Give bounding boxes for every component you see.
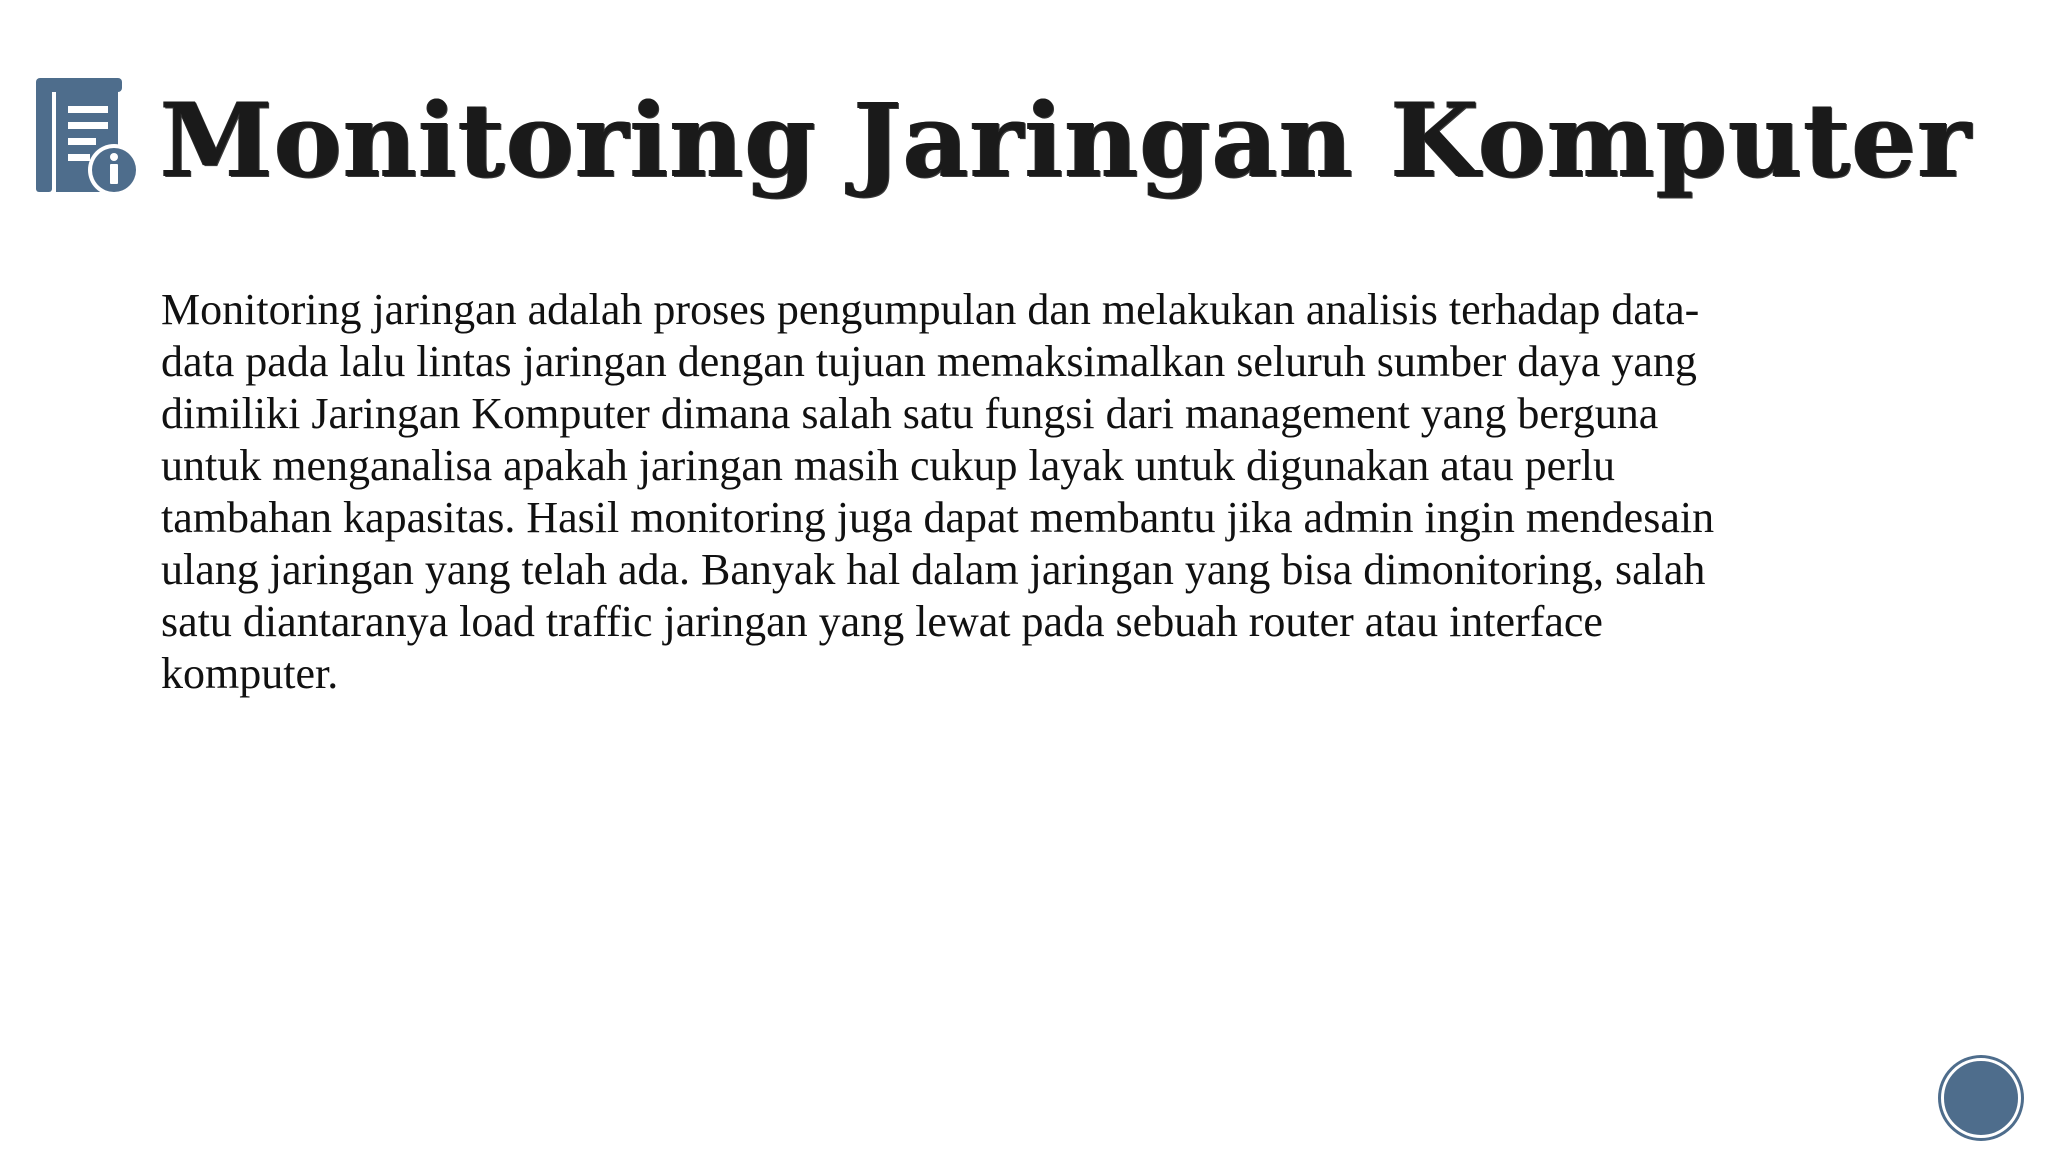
body-line: tambahan kapasitas. Hasil monitoring juga dapat membantu jika admin ingin mendesain bbox=[161, 493, 1715, 542]
body-line: komputer. bbox=[161, 649, 339, 698]
document-info-icon bbox=[34, 74, 142, 198]
body-line: untuk menganalisa apakah jaringan masih cukup layak untuk digunakan atau perlu bbox=[161, 441, 1615, 490]
body-paragraph bbox=[161, 284, 1891, 700]
body-line: satu diantaranya load traffic jaringan yang lewat pada sebuah router atau interface bbox=[161, 597, 1603, 646]
body-line: data pada lalu lintas jaringan dengan tujuan memaksimalkan seluruh sumber daya yang bbox=[161, 337, 1697, 386]
slide-title: Monitoring Jaringan Komputer bbox=[160, 81, 1973, 201]
slide-nav-button[interactable] bbox=[1941, 1058, 2021, 1138]
body-line: Monitoring jaringan adalah proses pengumpulan dan melakukan analisis terhadap data- bbox=[161, 285, 1700, 334]
body-line: ulang jaringan yang telah ada. Banyak hal dalam jaringan yang bisa dimonitoring, salah bbox=[161, 545, 1706, 594]
body-line: dimiliki Jaringan Komputer dimana salah satu fungsi dari management yang berguna bbox=[161, 389, 1659, 438]
